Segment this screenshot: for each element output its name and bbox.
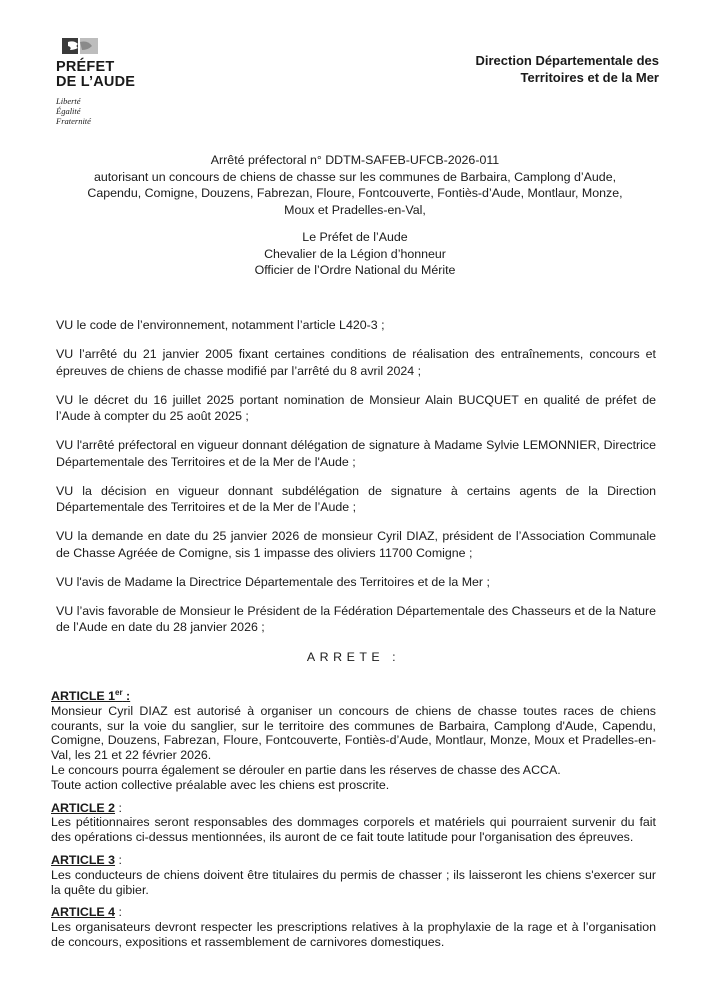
- prefet-title-line1: Le Préfet de l’Aude: [302, 230, 408, 244]
- article-2-paragraph: Les pétitionnaires seront responsables des dommages corporels et matériels qui pourraient survenir du fait des opérations ci-dessus mentionnées, ils auront de ce fait toute latitude pour l'organisation des épreuves.: [51, 815, 656, 845]
- visa-item: VU l'arrêté préfectoral en vigueur donnant délégation de signature à Madame Sylvie LEMONNIER, Directrice Départementale des Territoires et de la Mer de l'Aude ;: [56, 438, 656, 469]
- article-3-title: ARTICLE 3: [51, 852, 116, 867]
- article-1: [51, 689, 656, 793]
- visas-list: [56, 317, 656, 648]
- visa-item: VU la demande en date du 25 janvier 2026 de monsieur Cyril DIAZ, président de l’Association Communale de Chasse Agréée de Comigne, sis 1 impasse des oliviers 11700 Comigne ;: [56, 529, 656, 560]
- decree-title: [40, 152, 670, 218]
- visa-item: VU l'avis de Madame la Directrice Départementale des Territoires et de la Mer ;: [56, 574, 490, 589]
- motto-fraternite: Fraternité: [56, 116, 91, 126]
- article-2-title: ARTICLE 2: [51, 800, 116, 815]
- prefet-title-line3: Officier de l’Ordre National du Mérite: [254, 263, 456, 277]
- article-4-title: ARTICLE 4: [51, 905, 116, 920]
- article-4: [51, 905, 656, 949]
- article-1-title: [51, 689, 130, 703]
- issuing-direction: [475, 52, 659, 86]
- visa-item: VU le décret du 16 juillet 2025 portant nomination de Monsieur Alain BUCQUET en qualité de préfet de l’Aude à compter du 25 août 2025 ;: [56, 392, 656, 423]
- visa-item: VU le code de l’environnement, notamment l’article L420-3 ;: [56, 318, 385, 332]
- prefet-name-line1: PRÉFET: [56, 59, 115, 75]
- article-4-paragraph: Les organisateurs devront respecter les prescriptions relatives à la prophylaxie de la rage et à l’organisation de concours, expositions et rassemblement de carnivores domestiques.: [51, 920, 656, 949]
- marianne-icon: [58, 36, 102, 56]
- motto-egalite: Égalité: [56, 106, 81, 116]
- article-2-colon: :: [115, 800, 122, 815]
- article-3: [51, 853, 656, 897]
- article-3-paragraph: Les conducteurs de chiens doivent être titulaires du permis de chasser ; ils laisseront les chiens s'exercer sur la quête du gibier.: [51, 867, 656, 897]
- visa-item: VU l’avis favorable de Monsieur le Président de la Fédération Départementale des Chasseurs et de la Nature de l’Aude en date du 28 janvier 2026 ;: [56, 603, 656, 634]
- decree-subject-line1: autorisant un concours de chiens de chasse sur les communes de Barbaira, Camplong d’Aude,: [93, 169, 617, 184]
- articles: [51, 689, 656, 958]
- article-1-paragraph: Toute action collective préalable avec les chiens est proscrite.: [51, 777, 390, 792]
- decree-number: Arrêté préfectoral n° DDTM-SAFEB-UFCB-2026-011: [210, 153, 500, 167]
- prefecture-logo: [56, 36, 176, 126]
- arrete-heading: ARRETE :: [306, 650, 401, 664]
- decree-subject-line2: Capendu, Comigne, Douzens, Fabrezan, Floure, Fontcouverte, Fontiès-d’Aude, Montlaur, Monze,: [87, 186, 623, 200]
- direction-line2: Territoires et de la Mer: [520, 70, 659, 85]
- article-2: [51, 801, 656, 845]
- direction-line1: Direction Départementale des: [475, 53, 659, 68]
- decree-subject-line3: Moux et Pradelles-en-Val,: [284, 202, 426, 217]
- article-4-colon: :: [115, 905, 122, 920]
- prefet-titles: [40, 229, 670, 279]
- article-1-paragraph: Monsieur Cyril DIAZ est autorisé à organiser un concours de chiens de chasse toutes races de chiens courants, sur la voie du sanglier, sur le territoire des communes de Barbaira, Camplong d'Aude, Capendu, Comigne, Douzens, Fabrezan, Floure, Fontcouverte, Fontiès-d’Aude, Montlaur, Monze, Moux et Pradelles-en-Val, les 21 et 22 février 2026.: [51, 703, 656, 763]
- visa-item: VU l’arrêté du 21 janvier 2005 fixant certaines conditions de réalisation des entraînements, concours et épreuves de chiens de chasse modifié par l’arrêté du 8 avril 2024 ;: [56, 347, 656, 378]
- article-1-sup: er: [115, 687, 123, 697]
- prefet-name-line2: DE L’AUDE: [56, 74, 136, 90]
- visa-item: VU la décision en vigueur donnant subdélégation de signature à certains agents de la Direction Départementale des Territoires et de la Mer de l’Aude ;: [56, 483, 656, 514]
- article-1-paragraph: Le concours pourra également se dérouler en partie dans les réserves de chasse des ACCA.: [51, 762, 561, 777]
- prefet-title-line2: Chevalier de la Légion d’honneur: [264, 246, 446, 261]
- article-1-label: ARTICLE 1: [51, 689, 116, 703]
- article-3-colon: :: [115, 852, 122, 867]
- motto-liberte: Liberté: [56, 96, 81, 106]
- article-1-colon: :: [126, 689, 131, 703]
- republic-motto: [56, 96, 176, 126]
- prefet-name: [56, 60, 176, 90]
